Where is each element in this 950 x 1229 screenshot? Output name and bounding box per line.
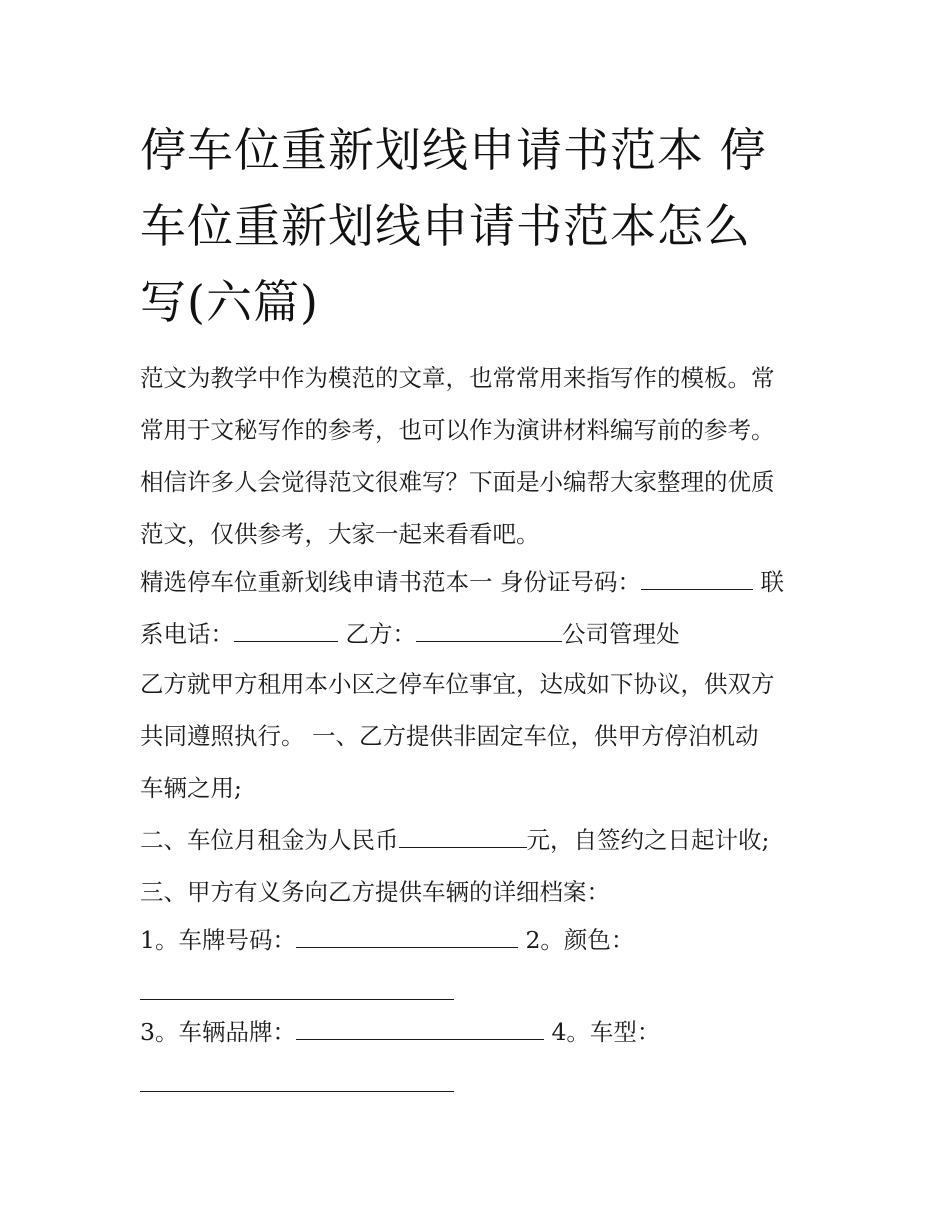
id-number-label: 精选停车位重新划线申请书范本一 身份证号码： — [140, 568, 641, 596]
intro-line-1: 范文为教学中作为模范的文章，也常常用来指写作的模板。常 — [140, 364, 775, 392]
plate-label: 1。车牌号码： — [140, 926, 296, 954]
party-b-label: 乙方： — [345, 620, 416, 648]
model-blank — [140, 1069, 454, 1092]
model-blank-line — [140, 1058, 820, 1110]
title-line-2: 车位重新划线申请书范本怎么 — [140, 199, 751, 253]
color-label: 2。颜色： — [525, 926, 635, 954]
plate-color-line — [140, 914, 820, 966]
phone-label: 系电话： — [140, 620, 234, 648]
rent-blank — [399, 825, 527, 848]
title-line-3: 写(六篇) — [140, 275, 319, 329]
vehicle-brand-model-section — [140, 1006, 820, 1110]
intro-paragraph — [140, 352, 820, 560]
color-blank — [140, 977, 454, 1000]
management-office-label: 公司管理处 — [561, 620, 680, 648]
id-number-blank — [641, 567, 753, 590]
party-b-blank — [416, 619, 562, 642]
agreement-line-1: 乙方就甲方租用本小区之停车位事宜，达成如下协议，供双方 — [140, 670, 775, 698]
vehicle-plate-color-section — [140, 914, 820, 1018]
phone-line — [140, 608, 820, 660]
phone-blank — [234, 619, 338, 642]
agreement-section — [140, 658, 820, 918]
rent-clause — [140, 814, 820, 866]
document-title — [140, 112, 820, 340]
brand-blank — [296, 1017, 544, 1040]
clause-3: 三、甲方有义务向乙方提供车辆的详细档案： — [140, 878, 610, 906]
id-number-line — [140, 556, 820, 608]
rent-tail: 元，自签约之日起计收; — [526, 826, 770, 854]
intro-line-4: 范文，仅供参考，大家一起来看看吧。 — [140, 520, 540, 548]
contact-label-start: 联 — [760, 568, 784, 596]
rent-label: 二、车位月租金为人民币 — [140, 826, 399, 854]
plate-blank — [296, 925, 518, 948]
model-label: 4。车型： — [551, 1018, 661, 1046]
brand-label: 3。车辆品牌： — [140, 1018, 296, 1046]
brand-model-line — [140, 1006, 820, 1058]
intro-line-3: 相信许多人会觉得范文很难写？下面是小编帮大家整理的优质 — [140, 468, 775, 496]
agreement-line-3: 车辆之用; — [140, 774, 242, 802]
title-line-1: 停车位重新划线申请书范本 停 — [140, 123, 767, 177]
agreement-line-2: 共同遵照执行。 一、乙方提供非固定车位，供甲方停泊机动 — [140, 722, 759, 750]
party-info-section — [140, 556, 820, 660]
intro-line-2: 常用于文秘写作的参考，也可以作为演讲材料编写前的参考。 — [140, 416, 775, 444]
